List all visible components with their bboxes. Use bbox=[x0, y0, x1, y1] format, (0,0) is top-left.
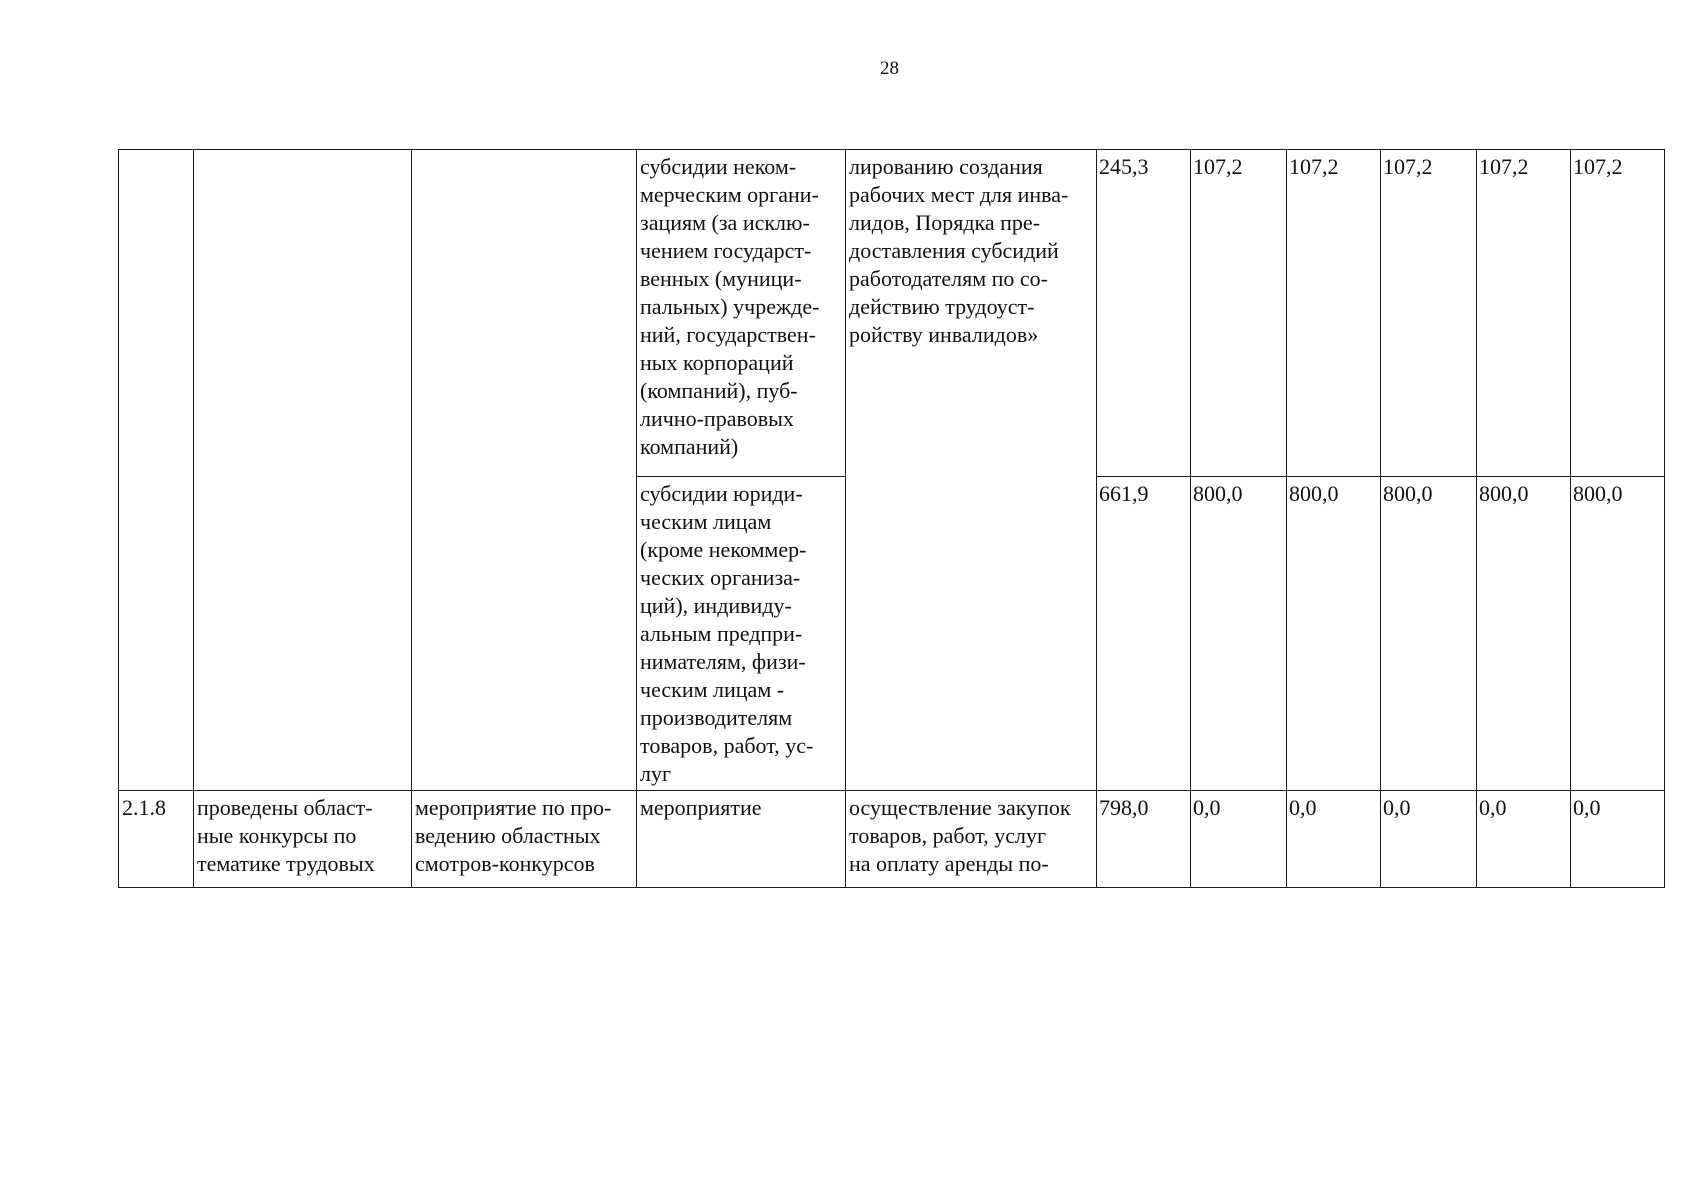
value-cell: 0,0 bbox=[1477, 791, 1571, 888]
activity-cell: мероприятие по про- ведению областных смотров-конкурсов bbox=[412, 791, 637, 888]
program-table bbox=[118, 149, 1665, 888]
value-cell: 0,0 bbox=[1571, 791, 1665, 888]
activity-cell bbox=[412, 150, 637, 791]
value-cell: 0,0 bbox=[1287, 791, 1381, 888]
basis-cell: лированию создания рабочих мест для инва- лидов, Порядка пре- доставления субсидий работодателям по со- действию трудоуст- ройству инвалидов» bbox=[846, 150, 1097, 791]
result-cell bbox=[194, 150, 412, 791]
value-cell: 800,0 bbox=[1571, 477, 1665, 791]
table-row bbox=[119, 150, 1665, 477]
value-cell: 107,2 bbox=[1287, 150, 1381, 477]
value-cell: 800,0 bbox=[1381, 477, 1477, 791]
value-cell: 800,0 bbox=[1477, 477, 1571, 791]
value-cell: 107,2 bbox=[1477, 150, 1571, 477]
table-row bbox=[119, 791, 1665, 888]
basis-cell: осуществление закупок товаров, работ, услуг на оплату аренды по- bbox=[846, 791, 1097, 888]
value-cell: 245,3 bbox=[1097, 150, 1191, 477]
value-cell: 800,0 bbox=[1191, 477, 1287, 791]
value-cell: 661,9 bbox=[1097, 477, 1191, 791]
item-number-cell: 2.1.8 bbox=[119, 791, 194, 888]
expense-type-cell: мероприятие bbox=[637, 791, 846, 888]
value-cell: 798,0 bbox=[1097, 791, 1191, 888]
value-cell: 107,2 bbox=[1381, 150, 1477, 477]
expense-type-cell: субсидии юриди- ческим лицам (кроме некоммер- ческих организа- ций), индивиду- альным предпри- нимателям, физи- ческим лицам - производителям товаров, работ, ус- луг bbox=[637, 477, 846, 791]
value-cell: 107,2 bbox=[1571, 150, 1665, 477]
value-cell: 800,0 bbox=[1287, 477, 1381, 791]
value-cell: 107,2 bbox=[1191, 150, 1287, 477]
page-number: 28 bbox=[880, 58, 899, 79]
value-cell: 0,0 bbox=[1381, 791, 1477, 888]
value-cell: 0,0 bbox=[1191, 791, 1287, 888]
result-cell: проведены област- ные конкурсы по тематике трудовых bbox=[194, 791, 412, 888]
item-number-cell bbox=[119, 150, 194, 791]
expense-type-cell: субсидии неком- мерческим органи- зациям (за исклю- чением государст- венных (муници- пальных) учрежде- ний, государствен- ных корпораций (компаний), пуб- лично-правовых компаний) bbox=[637, 150, 846, 477]
